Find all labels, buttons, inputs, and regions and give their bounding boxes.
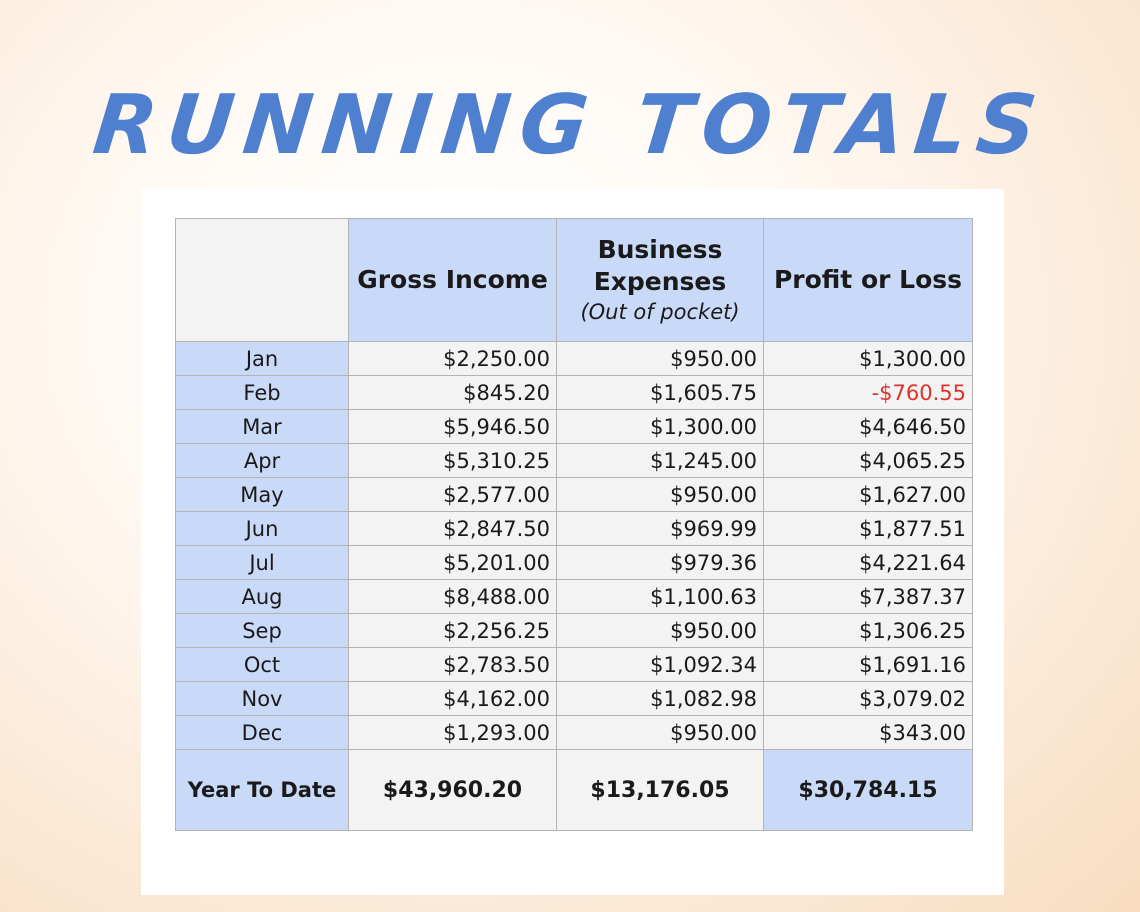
gross-income-cell: $2,256.25 [349, 614, 557, 648]
header-profit-or-loss: Profit or Loss [764, 219, 973, 342]
table-row [176, 614, 973, 648]
profit-or-loss-cell: $1,306.25 [764, 614, 973, 648]
table-row [176, 648, 973, 682]
month-cell: Nov [176, 682, 349, 716]
business-expenses-cell: $979.36 [557, 546, 764, 580]
month-cell: Jan [176, 342, 349, 376]
profit-or-loss-cell: $1,877.51 [764, 512, 973, 546]
business-expenses-cell: $950.00 [557, 716, 764, 750]
totals-card [141, 189, 1004, 895]
year-to-date-row [176, 750, 973, 831]
table-row [176, 546, 973, 580]
table-row [176, 376, 973, 410]
business-expenses-cell: $1,100.63 [557, 580, 764, 614]
table-row [176, 512, 973, 546]
gross-income-cell: $1,293.00 [349, 716, 557, 750]
table-row [176, 580, 973, 614]
table-row [176, 682, 973, 716]
table-row [176, 444, 973, 478]
profit-or-loss-cell: $343.00 [764, 716, 973, 750]
month-cell: Aug [176, 580, 349, 614]
month-cell: Oct [176, 648, 349, 682]
ytd-profit: $30,784.15 [764, 750, 973, 831]
month-cell: Jun [176, 512, 349, 546]
gross-income-cell: $5,201.00 [349, 546, 557, 580]
gross-income-cell: $2,250.00 [349, 342, 557, 376]
gross-income-cell: $845.20 [349, 376, 557, 410]
month-cell: May [176, 478, 349, 512]
profit-or-loss-cell: $4,065.25 [764, 444, 973, 478]
profit-or-loss-cell: $3,079.02 [764, 682, 973, 716]
ytd-label: Year To Date [176, 750, 349, 831]
table-row [176, 478, 973, 512]
profit-or-loss-cell: $1,691.16 [764, 648, 973, 682]
page-title: RUNNING TOTALS [89, 78, 1051, 173]
header-row [176, 219, 973, 342]
business-expenses-cell: $1,082.98 [557, 682, 764, 716]
ytd-expenses: $13,176.05 [557, 750, 764, 831]
business-expenses-cell: $1,092.34 [557, 648, 764, 682]
month-cell: Sep [176, 614, 349, 648]
gross-income-cell: $4,162.00 [349, 682, 557, 716]
header-business-expenses-label: Business Expenses [593, 235, 727, 296]
gross-income-cell: $2,783.50 [349, 648, 557, 682]
gross-income-cell: $5,946.50 [349, 410, 557, 444]
table-row [176, 716, 973, 750]
profit-or-loss-cell: -$760.55 [764, 376, 973, 410]
month-cell: Jul [176, 546, 349, 580]
month-cell: Feb [176, 376, 349, 410]
business-expenses-cell: $1,300.00 [557, 410, 764, 444]
gross-income-cell: $2,847.50 [349, 512, 557, 546]
business-expenses-cell: $950.00 [557, 342, 764, 376]
business-expenses-cell: $950.00 [557, 478, 764, 512]
gross-income-cell: $5,310.25 [349, 444, 557, 478]
ytd-income: $43,960.20 [349, 750, 557, 831]
header-business-expenses-subtitle: (Out of pocket) [580, 300, 740, 324]
profit-or-loss-cell: $7,387.37 [764, 580, 973, 614]
header-blank-cell [176, 219, 349, 342]
profit-or-loss-cell: $1,300.00 [764, 342, 973, 376]
month-cell: Mar [176, 410, 349, 444]
month-cell: Apr [176, 444, 349, 478]
running-totals-table [175, 218, 973, 831]
header-business-expenses [557, 219, 764, 342]
gross-income-cell: $8,488.00 [349, 580, 557, 614]
business-expenses-cell: $1,605.75 [557, 376, 764, 410]
business-expenses-cell: $1,245.00 [557, 444, 764, 478]
profit-or-loss-cell: $1,627.00 [764, 478, 973, 512]
month-cell: Dec [176, 716, 349, 750]
gross-income-cell: $2,577.00 [349, 478, 557, 512]
business-expenses-cell: $969.99 [557, 512, 764, 546]
table-row [176, 342, 973, 376]
table-row [176, 410, 973, 444]
business-expenses-cell: $950.00 [557, 614, 764, 648]
month-rows [176, 342, 973, 750]
header-gross-income: Gross Income [349, 219, 557, 342]
profit-or-loss-cell: $4,646.50 [764, 410, 973, 444]
profit-or-loss-cell: $4,221.64 [764, 546, 973, 580]
